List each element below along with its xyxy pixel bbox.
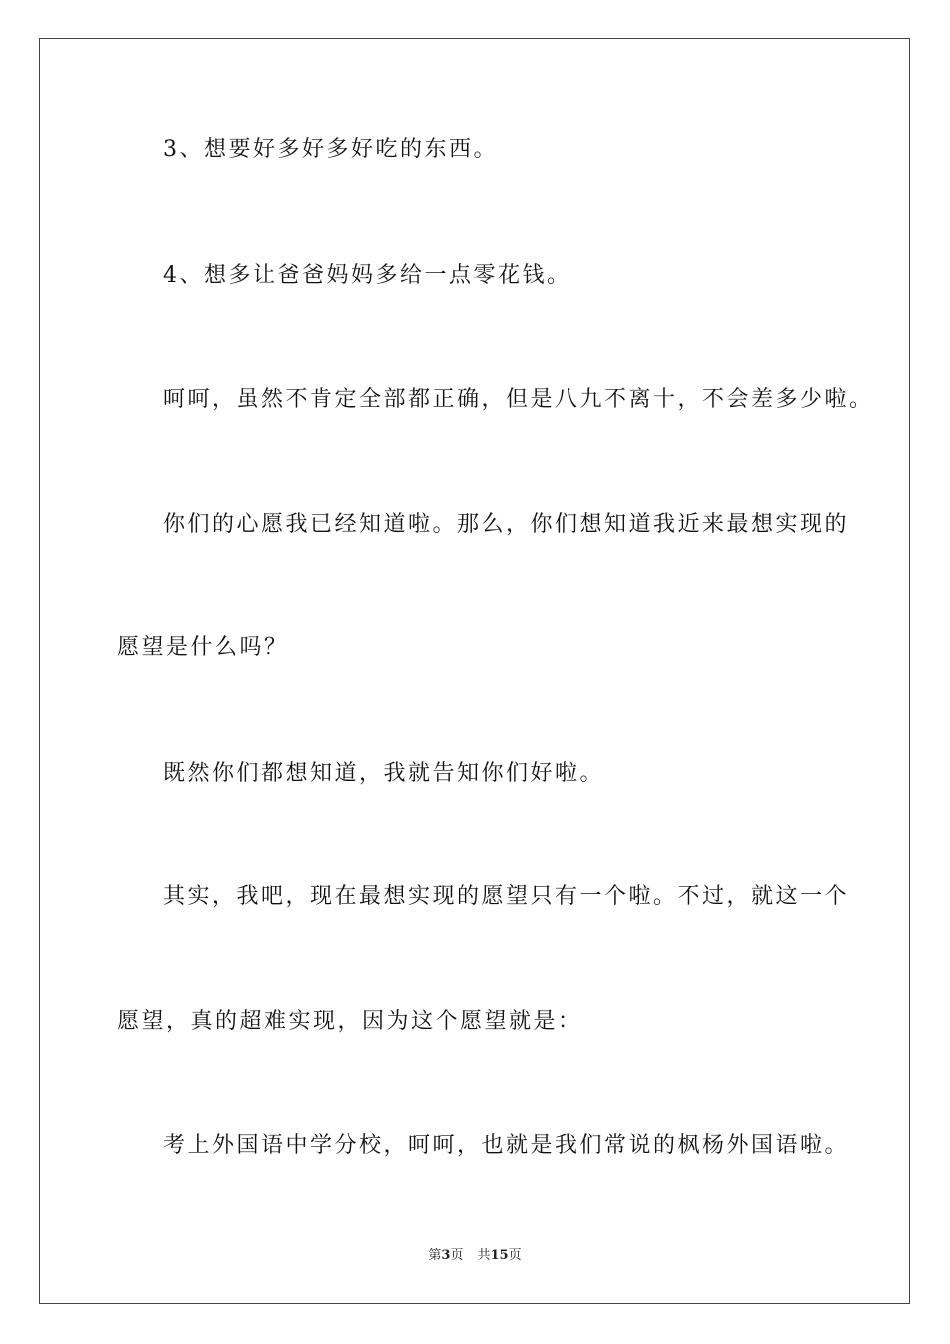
paragraph-4-line-2: 愿望是什么吗？ <box>117 635 289 660</box>
page-frame <box>39 38 910 1304</box>
paragraph-2: 4、想多让爸爸妈妈多给一点零花钱。 <box>163 263 572 288</box>
paragraph-7: 考上外国语中学分校，呵呵，也就是我们常说的枫杨外国语啦。 <box>163 1133 850 1158</box>
page-number: 3 <box>441 1248 451 1263</box>
page-suffix: 页 <box>450 1248 464 1263</box>
page-prefix: 第 <box>428 1248 442 1263</box>
paragraph-6-line-1: 其实，我吧，现在最想实现的愿望只有一个啦。不过，就这一个 <box>163 884 850 909</box>
total-prefix: 共 <box>477 1248 491 1263</box>
paragraph-6-line-2: 愿望，真的超难实现，因为这个愿望就是： <box>117 1009 583 1034</box>
page-footer <box>0 1248 950 1264</box>
paragraph-3: 呵呵，虽然不肯定全部都正确，但是八九不离十，不会差多少啦。 <box>163 387 874 412</box>
total-suffix: 页 <box>508 1248 522 1263</box>
paragraph-1: 3、想要好多好多好吃的东西。 <box>163 137 498 162</box>
total-pages: 15 <box>490 1248 509 1263</box>
paragraph-4-line-1: 你们的心愿我已经知道啦。那么，你们想知道我近来最想实现的 <box>163 512 850 537</box>
paragraph-5: 既然你们都想知道，我就告知你们好啦。 <box>163 761 605 786</box>
